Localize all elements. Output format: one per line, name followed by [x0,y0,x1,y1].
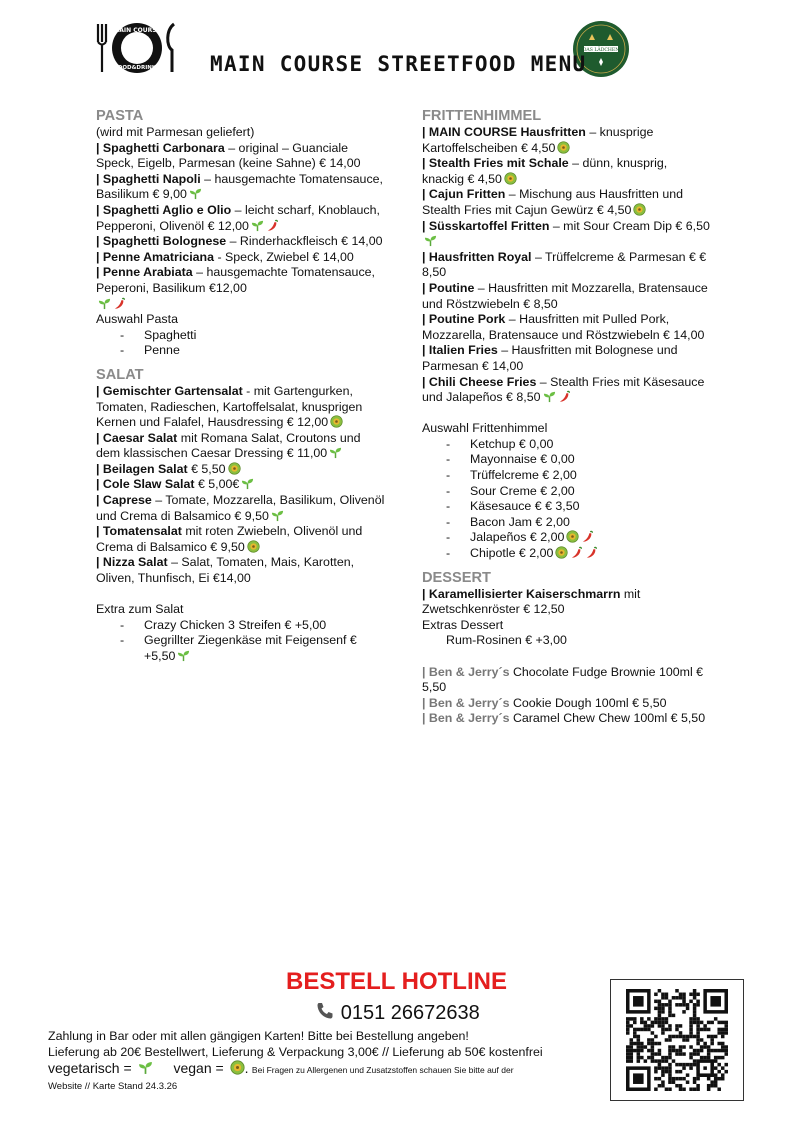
menu-item: | Nizza Salat – Salat, Tomaten, Mais, Karotten, Oliven, Thunfisch, Ei €14,00 [96,555,355,586]
list-item: - Sour Creme € 2,00 [446,483,575,498]
qr-code-frame [610,979,744,1101]
footer-legend: vegetarisch = vegan = . Bei Fragen zu Allergenen und Zusatzstoffen schauen Sie bitte auf der [48,1060,514,1077]
chili-icon [585,546,598,559]
vegan-leaf-icon [330,415,343,428]
menu-item: | Beilagen Salat € 5,50 [96,462,386,478]
salat-heading: SALAT [96,366,144,383]
vegan-leaf-icon [230,1060,245,1075]
list-item: - Spaghetti [120,327,197,342]
svg-text:FOOD&DRINKS: FOOD&DRINKS [113,65,161,71]
menu-item: | Spaghetti Carbonara – original – Guanciale Speck, Eigelb, Parmesan (keine Sahne) € 14,00 [96,140,361,171]
chili-icon [570,546,583,559]
footer-delivery: Lieferung ab 20€ Bestellwert, Lieferung & Verpackung 3,00€ // Lieferung ab 50€ kostenfrei [48,1044,543,1059]
menu-item: | Cole Slaw Salat € 5,00€ [96,477,386,493]
menu-item: | Stealth Fries mit Schale – dünn, knusprig, knackig € 4,50 [422,156,668,186]
menu-item: | Poutine Pork – Hausfritten mit Pulled Pork, Mozzarella, Bratensauce und Röstzwiebeln € 14,00 [422,312,705,342]
sprout-icon [98,297,111,310]
menu-title: MAIN COURSE STREETFOOD MENU [210,52,587,76]
vegan-leaf-icon [228,462,241,475]
menu-item: | Ben & Jerry´s Cookie Dough 100ml € 5,50 [422,695,667,710]
phone-icon [315,1001,335,1021]
footer [48,1029,608,1094]
vegan-leaf-icon [555,546,568,559]
footer-payment: Zahlung in Bar oder mit allen gängigen Karten! Bitte bei Bestellung angeben! [48,1029,469,1043]
qr-code[interactable] [626,989,728,1091]
hotline-title: BESTELL HOTLINE [286,968,507,995]
sprout-icon [251,219,264,232]
allergen-note: Bei Fragen zu Allergenen und Zusatzstoffen schauen Sie bitte auf der [251,1065,514,1076]
menu-item: | Chili Cheese Fries – Stealth Fries mit Käsesauce und Jalapeños € 8,50 [422,374,705,405]
menu-item: | Spaghetti Napoli – hausgemachte Tomatensauce, Basilikum € 9,00 [96,171,383,202]
salat-extra-label: Extra zum Salat [96,602,184,617]
dessert-extras-label: Extras Dessert [422,617,504,632]
menu-item: | Ben & Jerry´s Caramel Chew Chew 100ml € 5,50 [422,711,706,726]
list-item: - Gegrillter Ziegenkäse mit Feigensenf € +5,50 [120,633,357,663]
list-item: - Mayonnaise € 0,00 [446,452,575,467]
menu-item: | Caprese – Tomate, Mozzarella, Basilikum, Olivenöl und Crema di Balsamico € 9,50 [96,493,385,523]
menu-item: | Süsskartoffel Fritten – mit Sour Cream Dip € 6,50 [422,219,712,250]
menu-item: | Hausfritten Royal – Trüffelcreme & Parmesan € € 8,50 [422,249,707,280]
list-item: - Chipotle € 2,00 [446,546,712,562]
sprout-icon [177,649,190,662]
sprout-icon [189,187,202,200]
menu-item: | Caesar Salat mit Romana Salat, Croutons und dem klassischen Caesar Dressing € 11,00 [96,430,361,461]
frittenhimmel-heading: FRITTENHIMMEL [422,108,542,124]
menu-item: | Spaghetti Bolognese – Rinderhackfleisch € 14,00 [96,234,383,249]
phone-number: 0151 26672638 [340,1002,480,1024]
menu-item: | MAIN COURSE Hausfritten – knusprige Kartoffelscheiben € 4,50 [422,125,654,155]
vegan-leaf-icon [247,540,260,553]
list-item: - Bacon Jam € 2,00 [446,514,570,529]
chili-icon [113,297,126,310]
fritten-choice-label: Auswahl Frittenhimmel [422,421,548,436]
menu-item: | Spaghetti Aglio e Olio – leicht scharf, Knoblauch, Pepperoni, Olivenöl € 12,00 [96,202,380,233]
menu-item: | Penne Arabiata – hausgemachte Tomatensauce, Peperoni, Basilikum €12,00 [96,265,386,312]
svg-text:MAIN COURSE: MAIN COURSE [113,27,161,34]
pasta-choice-label: Auswahl Pasta [96,312,178,327]
list-item: - Crazy Chicken 3 Streifen € +5,00 [120,617,327,632]
menu-item: | Ben & Jerry´s Chocolate Fudge Brownie 100ml € 5,50 [422,664,704,695]
list-item: - Trüffelcreme € 2,00 [446,468,577,483]
list-item: - Ketchup € 0,00 [446,436,554,451]
main-course-logo [94,20,180,76]
sprout-icon [543,390,556,403]
menu-item: | Italien Fries – Hausfritten mit Bolognese und Parmesan € 14,00 [422,343,678,373]
menu-item: | Penne Amatriciana - Speck, Zwiebel € 14,00 [96,249,354,264]
salat-extras [96,618,386,665]
list-item: - Penne [120,343,180,358]
menu-item: | Cajun Fritten – Mischung aus Hausfritten und Stealth Fries mit Cajun Gewürz € 4,50 [422,187,684,217]
svg-text:DAS LÄDCHEN: DAS LÄDCHEN [582,48,620,53]
fritten-choices [422,437,712,562]
pasta-choices [96,328,386,359]
vegan-label: vegan = [173,1060,228,1077]
sprout-icon [424,234,437,247]
sprout-icon [241,477,254,490]
chili-icon [581,530,594,543]
sprout-icon [329,446,342,459]
list-item: - Käsesauce € € 3,50 [446,499,580,514]
chili-icon [266,219,279,232]
dessert-heading: DESSERT [422,569,491,586]
menu-item: | Karamellisierter Kaiserschmarrn mit Zwetschkenröster € 12,50 [422,586,641,617]
vegan-leaf-icon [557,141,570,154]
menu-item: | Poutine – Hausfritten mit Mozzarella, Bratensauce und Röstzwiebeln € 8,50 [422,280,708,311]
vegan-leaf-icon [504,172,517,185]
chili-icon [558,390,571,403]
pasta-heading: PASTA [96,108,144,124]
sprout-icon [271,509,284,522]
list-item: - Jalapeños € 2,00 [446,530,712,546]
dessert-extra-item: Rum-Rosinen € +3,00 [446,633,567,648]
right-column [422,108,712,727]
menu-item: | Gemischter Gartensalat - mit Gartengurken, Tomaten, Radieschen, Kartoffelsalat, knusprigen Kernen und Falafel, Hausdressing € 12,00 [96,383,363,430]
pasta-note: (wird mit Parmesan geliefert) [96,125,255,139]
sprout-icon [138,1060,153,1075]
vegan-leaf-icon [566,530,579,543]
menu-item: | Tomatensalat mit roten Zwiebeln, Olivenöl und Crema di Balsamico € 9,50 [96,524,363,554]
vegan-leaf-icon [633,203,646,216]
veg-label: vegetarisch = [48,1060,136,1077]
left-column [96,108,386,665]
footer-stand: Website // Karte Stand 24.3.26 [48,1080,178,1092]
